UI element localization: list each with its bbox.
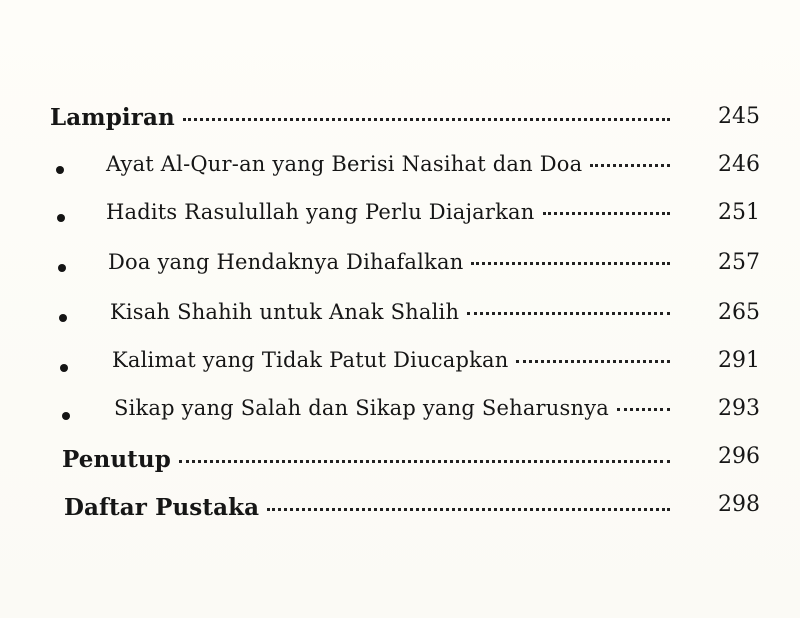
toc-entry-hadits bbox=[106, 200, 678, 232]
dot-leader bbox=[543, 212, 670, 215]
bullet-icon bbox=[62, 412, 70, 420]
toc-entry-page-number: 293 bbox=[718, 396, 760, 421]
toc-entry-label: Ayat Al-Qur-an yang Berisi Nasihat dan Doa bbox=[106, 152, 583, 176]
toc-entry-kisah bbox=[110, 300, 678, 332]
toc-entry-label: Kisah Shahih untuk Anak Shalih bbox=[110, 300, 460, 324]
bullet-icon bbox=[58, 264, 66, 272]
toc-entry-penutup bbox=[62, 446, 678, 478]
toc-entry-page-number: 291 bbox=[718, 348, 760, 373]
toc-entry-label: Sikap yang Salah dan Sikap yang Seharusnya bbox=[114, 396, 609, 420]
toc-entry-label: Hadits Rasulullah yang Perlu Diajarkan bbox=[106, 200, 535, 224]
toc-entry-label: Penutup bbox=[62, 446, 171, 473]
bullet-icon bbox=[56, 166, 64, 174]
toc-entry-page-number: 251 bbox=[718, 200, 760, 225]
toc-entry-ayat bbox=[106, 152, 678, 184]
dot-leader bbox=[516, 360, 670, 363]
toc-entry-label: Daftar Pustaka bbox=[64, 494, 260, 521]
toc-entry-label: Kalimat yang Tidak Patut Diucapkan bbox=[112, 348, 509, 372]
bullet-icon bbox=[57, 214, 65, 222]
toc-entry-lampiran bbox=[50, 104, 678, 136]
toc-entry-kalimat bbox=[112, 348, 678, 380]
toc-entry-label: Lampiran bbox=[50, 104, 175, 131]
toc-entry-daftar-pustaka bbox=[64, 494, 678, 526]
bullet-icon bbox=[60, 364, 68, 372]
toc-entry-page-number: 257 bbox=[718, 250, 760, 275]
toc-entry-page-number: 245 bbox=[718, 104, 760, 129]
toc-entry-page-number: 246 bbox=[718, 152, 760, 177]
dot-leader bbox=[179, 460, 670, 463]
dot-leader bbox=[471, 262, 670, 265]
dot-leader bbox=[467, 312, 670, 315]
dot-leader bbox=[183, 118, 670, 121]
toc-entry-label: Doa yang Hendaknya Dihafalkan bbox=[108, 250, 464, 274]
dot-leader bbox=[267, 508, 670, 511]
toc-entry-page-number: 298 bbox=[718, 492, 760, 517]
dot-leader bbox=[590, 164, 670, 167]
bullet-icon bbox=[59, 314, 67, 322]
dot-leader bbox=[617, 408, 670, 411]
toc-entry-page-number: 296 bbox=[718, 444, 760, 469]
toc-entry-sikap bbox=[114, 396, 678, 428]
toc-entry-doa bbox=[108, 250, 678, 282]
toc-entry-page-number: 265 bbox=[718, 300, 760, 325]
